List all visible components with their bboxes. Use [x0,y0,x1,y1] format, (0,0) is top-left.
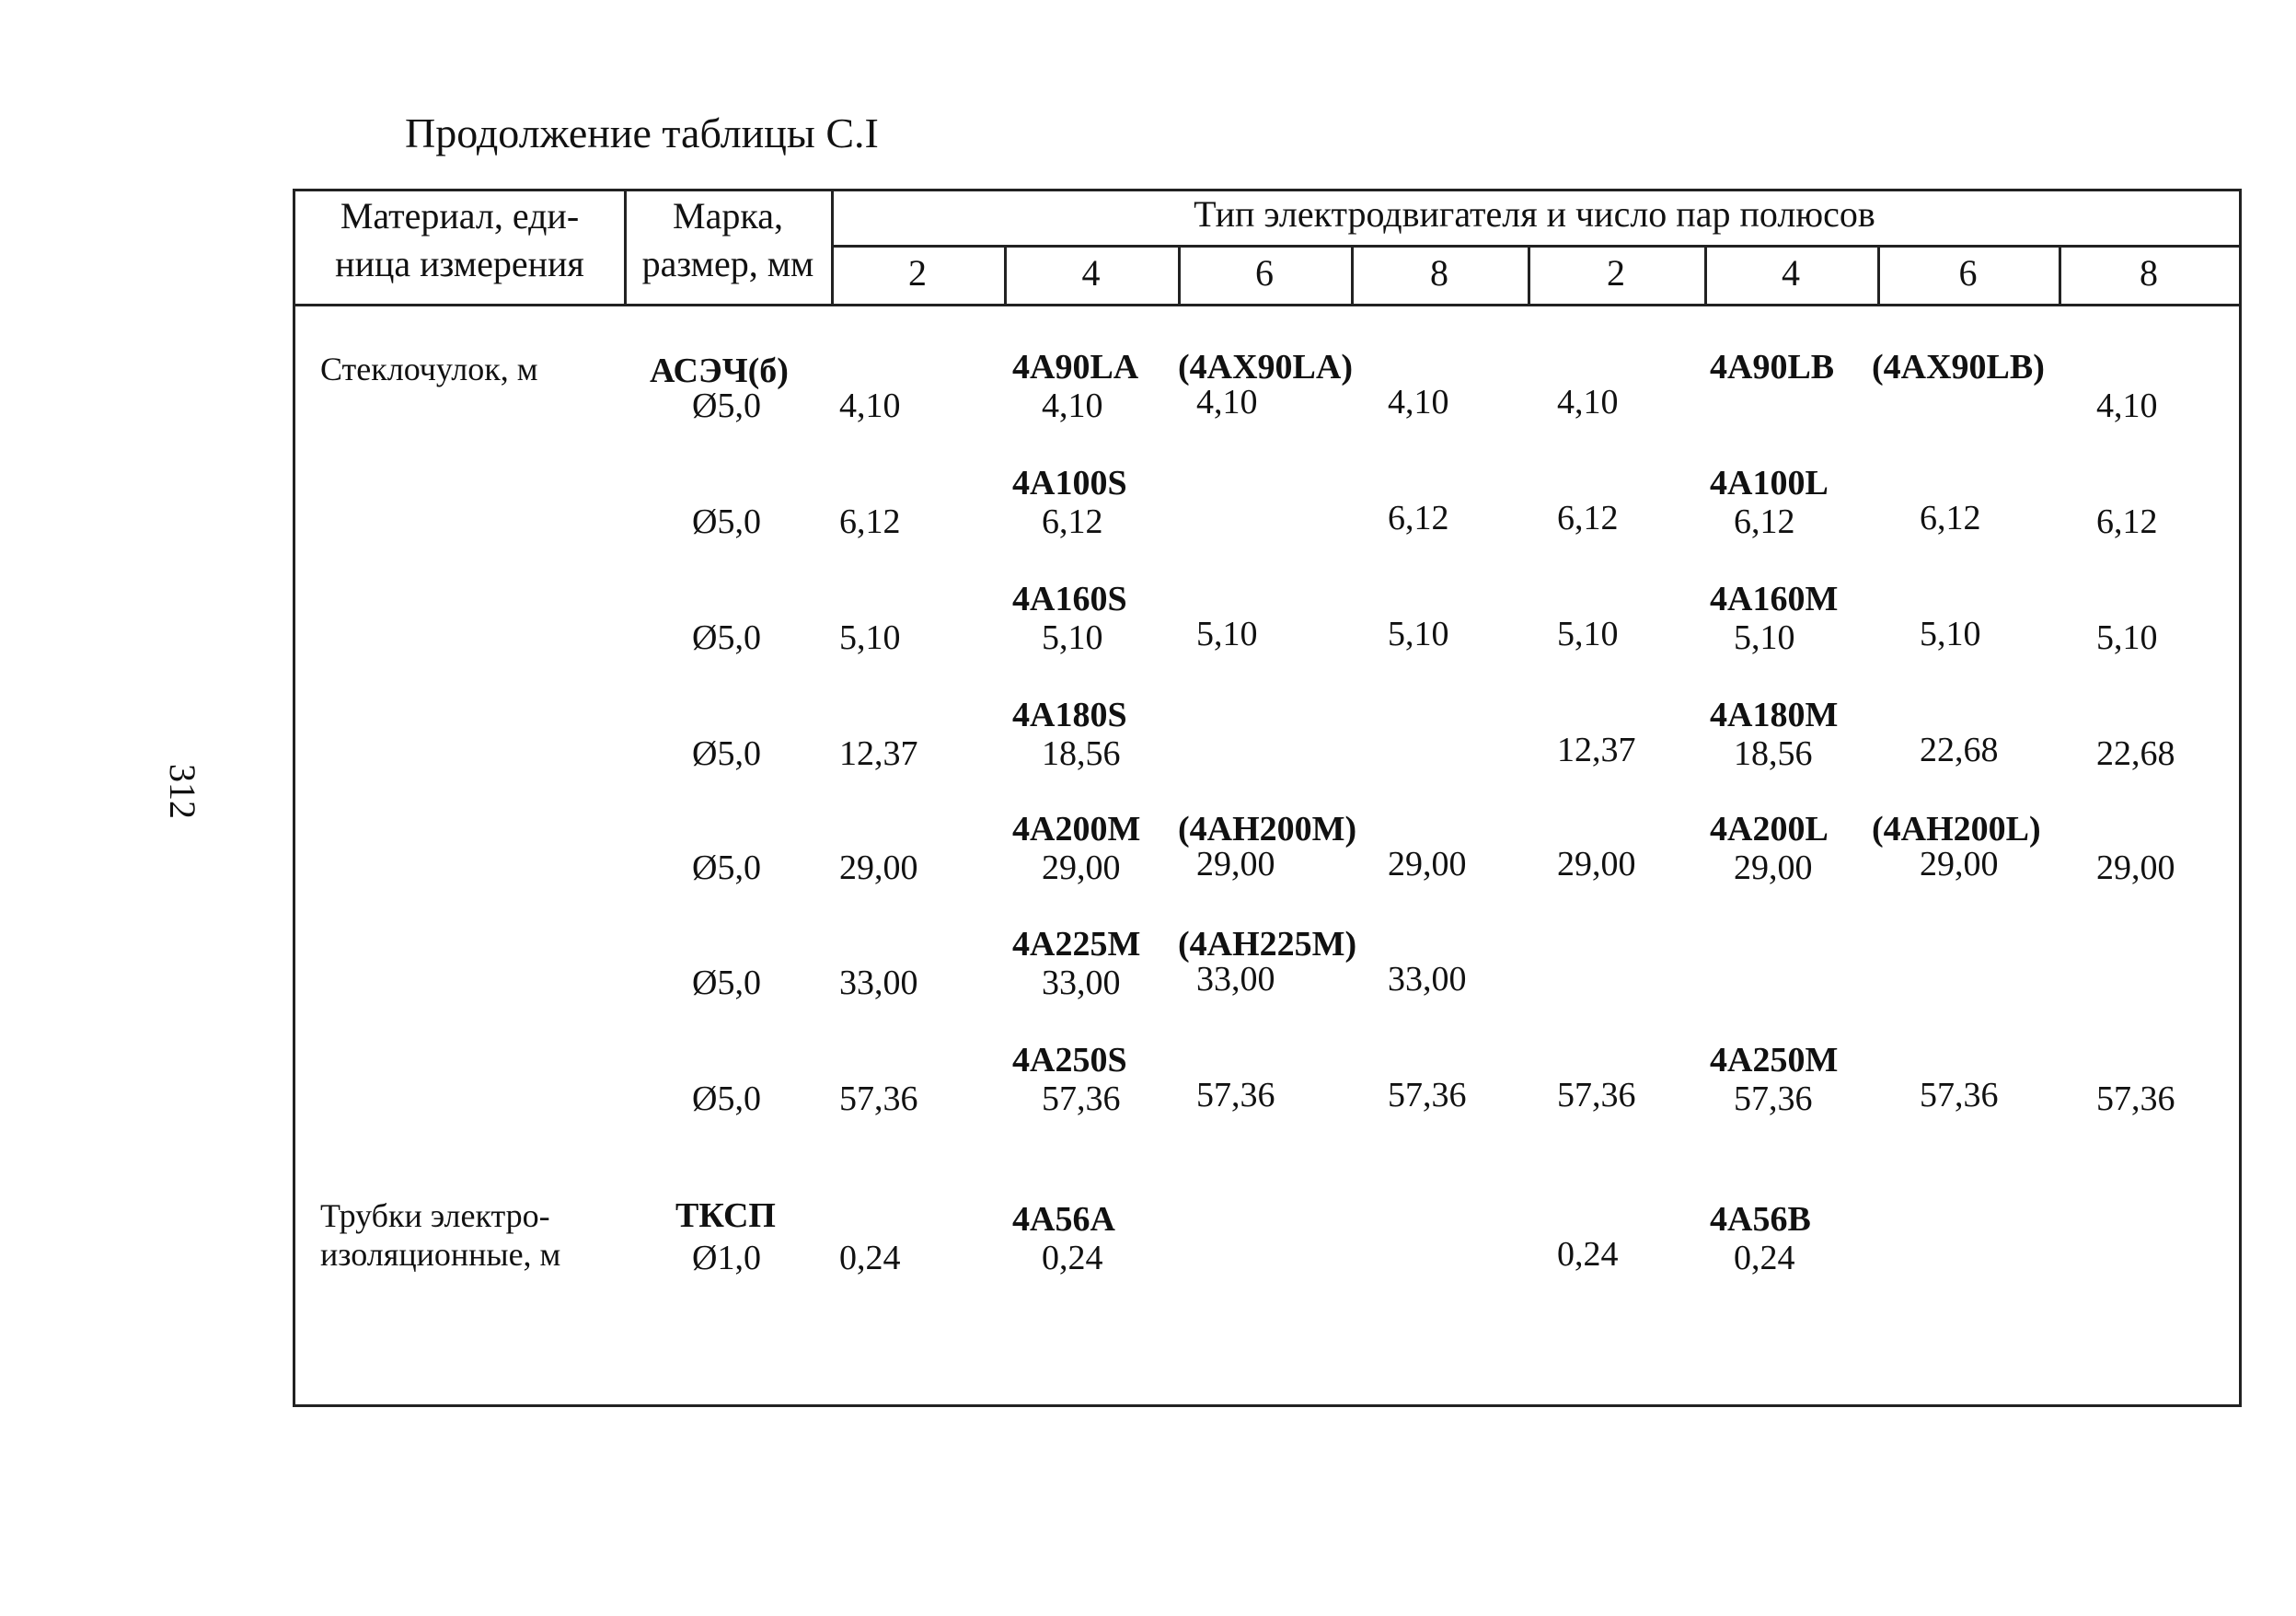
cell-value: 4,10 [1388,383,1449,421]
header-bottom-rule [293,304,2239,306]
motor-model: 4А180S [1012,696,1127,734]
cell-value: 22,68 [2096,734,2175,773]
cell-value: 57,36 [1557,1076,1636,1114]
header-material-line1: Материал, еди- [340,195,580,237]
cell-value: 6,12 [1734,502,1795,541]
size-value: Ø5,0 [692,1079,761,1118]
cell-value: 0,24 [1042,1239,1103,1277]
cell-value: 6,12 [1042,502,1103,541]
cell-value: 29,00 [839,848,918,887]
cell-value: 33,00 [839,964,918,1002]
size-value: Ø5,0 [692,502,761,541]
motor-model: 4А56В [1710,1200,1811,1239]
motor-model-alt: (4АХ90LA) [1178,348,1353,387]
cell-value: 5,10 [839,618,901,657]
cell-value: 5,10 [1920,615,1981,653]
header-pole-count: 2 [1607,252,1625,294]
cell-value: 6,12 [839,502,901,541]
header-pole-count: 8 [2140,252,2158,294]
motor-model: 4А90LB [1710,348,1835,387]
cell-value: 4,10 [1196,383,1258,421]
size-value: Ø5,0 [692,964,761,1002]
cell-value: 29,00 [1388,845,1467,883]
size-value: Ø5,0 [692,734,761,773]
header-motor-type: Тип электродвигателя и число пар полюсов [1194,193,1875,235]
cell-value: 57,36 [1734,1079,1813,1118]
cell-value: 22,68 [1920,731,1999,769]
cell-value: 29,00 [1557,845,1636,883]
size-value: Ø1,0 [692,1239,761,1277]
motor-model: 4А100S [1012,464,1127,502]
motor-model: 4А200L [1710,810,1829,848]
motor-model-alt: (4АН200L) [1872,810,2041,848]
size-value: Ø5,0 [692,618,761,657]
motor-model-alt: (4АН225M) [1178,925,1357,964]
cell-value: 4,10 [2096,387,2158,425]
header-pole-count: 8 [1430,252,1448,294]
cell-value: 5,10 [1042,618,1103,657]
cell-value: 57,36 [1196,1076,1275,1114]
header-group-rule [831,245,2239,248]
cell-value: 4,10 [1557,383,1619,421]
cell-value: 6,12 [1920,499,1981,537]
cell-value: 5,10 [1557,615,1619,653]
motor-model: 4А90LA [1012,348,1139,387]
motor-model: 4А200M [1012,810,1141,848]
cell-value: 29,00 [1734,848,1813,887]
header-brand-line2: размер, мм [641,243,814,284]
cell-value: 29,00 [1920,845,1999,883]
page-number: 312 [162,764,203,819]
header-pole-count: 4 [1782,252,1800,294]
cell-value: 57,36 [1042,1079,1121,1118]
brand-asech: АСЭЧ(б) [650,352,789,390]
material-tubes-line1: Трубки электро- [320,1197,550,1234]
motor-model: 4А160S [1012,580,1127,618]
cell-value: 4,10 [1042,387,1103,425]
header-pole-count: 2 [908,252,927,294]
cell-value: 29,00 [1196,845,1275,883]
cell-value: 29,00 [1042,848,1121,887]
cell-value: 0,24 [1557,1235,1619,1274]
motor-model: 4А100L [1710,464,1829,502]
header-pole-count: 4 [1081,252,1101,294]
motor-model: 4А225M [1012,925,1141,964]
cell-value: 0,24 [839,1239,901,1277]
cell-value: 5,10 [1196,615,1258,653]
motor-model: 4А56А [1012,1200,1115,1239]
motor-model-alt: (4АН200M) [1178,810,1357,848]
cell-value: 6,12 [1388,499,1449,537]
cell-value: 5,10 [1734,618,1795,657]
cell-value: 4,10 [839,387,901,425]
material-steklochulok: Стеклочулок, м [320,351,538,387]
size-value: Ø5,0 [692,387,761,425]
motor-model: 4А250M [1710,1041,1839,1079]
cell-value: 29,00 [2096,848,2175,887]
cell-value: 6,12 [2096,502,2158,541]
header-brand-line1: Марка, [673,195,783,237]
cell-value: 6,12 [1557,499,1619,537]
cell-value: 5,10 [1388,615,1449,653]
motor-model: 4А180M [1710,696,1839,734]
header-pole-count: 6 [1958,252,1978,294]
cell-value: 33,00 [1196,960,1275,998]
cell-value: 18,56 [1734,734,1813,773]
motor-model: 4А250S [1012,1041,1127,1079]
cell-value: 57,36 [1920,1076,1999,1114]
cell-value: 57,36 [839,1079,918,1118]
cell-value: 5,10 [2096,618,2158,657]
motor-model-alt: (4АХ90LB) [1872,348,2045,387]
cell-value: 57,36 [2096,1079,2175,1118]
cell-value: 12,37 [1557,731,1636,769]
cell-value: 33,00 [1042,964,1121,1002]
table-caption: Продолжение таблицы С.I [405,110,879,156]
header-pole-count: 6 [1255,252,1274,294]
cell-value: 12,37 [839,734,918,773]
cell-value: 57,36 [1388,1076,1467,1114]
header-material-line2: ница измерения [335,243,584,284]
cell-value: 0,24 [1734,1239,1795,1277]
material-tubes-line2: изоляционные, м [320,1236,561,1273]
motor-model: 4А160M [1710,580,1839,618]
brand-tksp: ТКСП [675,1196,776,1235]
size-value: Ø5,0 [692,848,761,887]
cell-value: 33,00 [1388,960,1467,998]
cell-value: 18,56 [1042,734,1121,773]
